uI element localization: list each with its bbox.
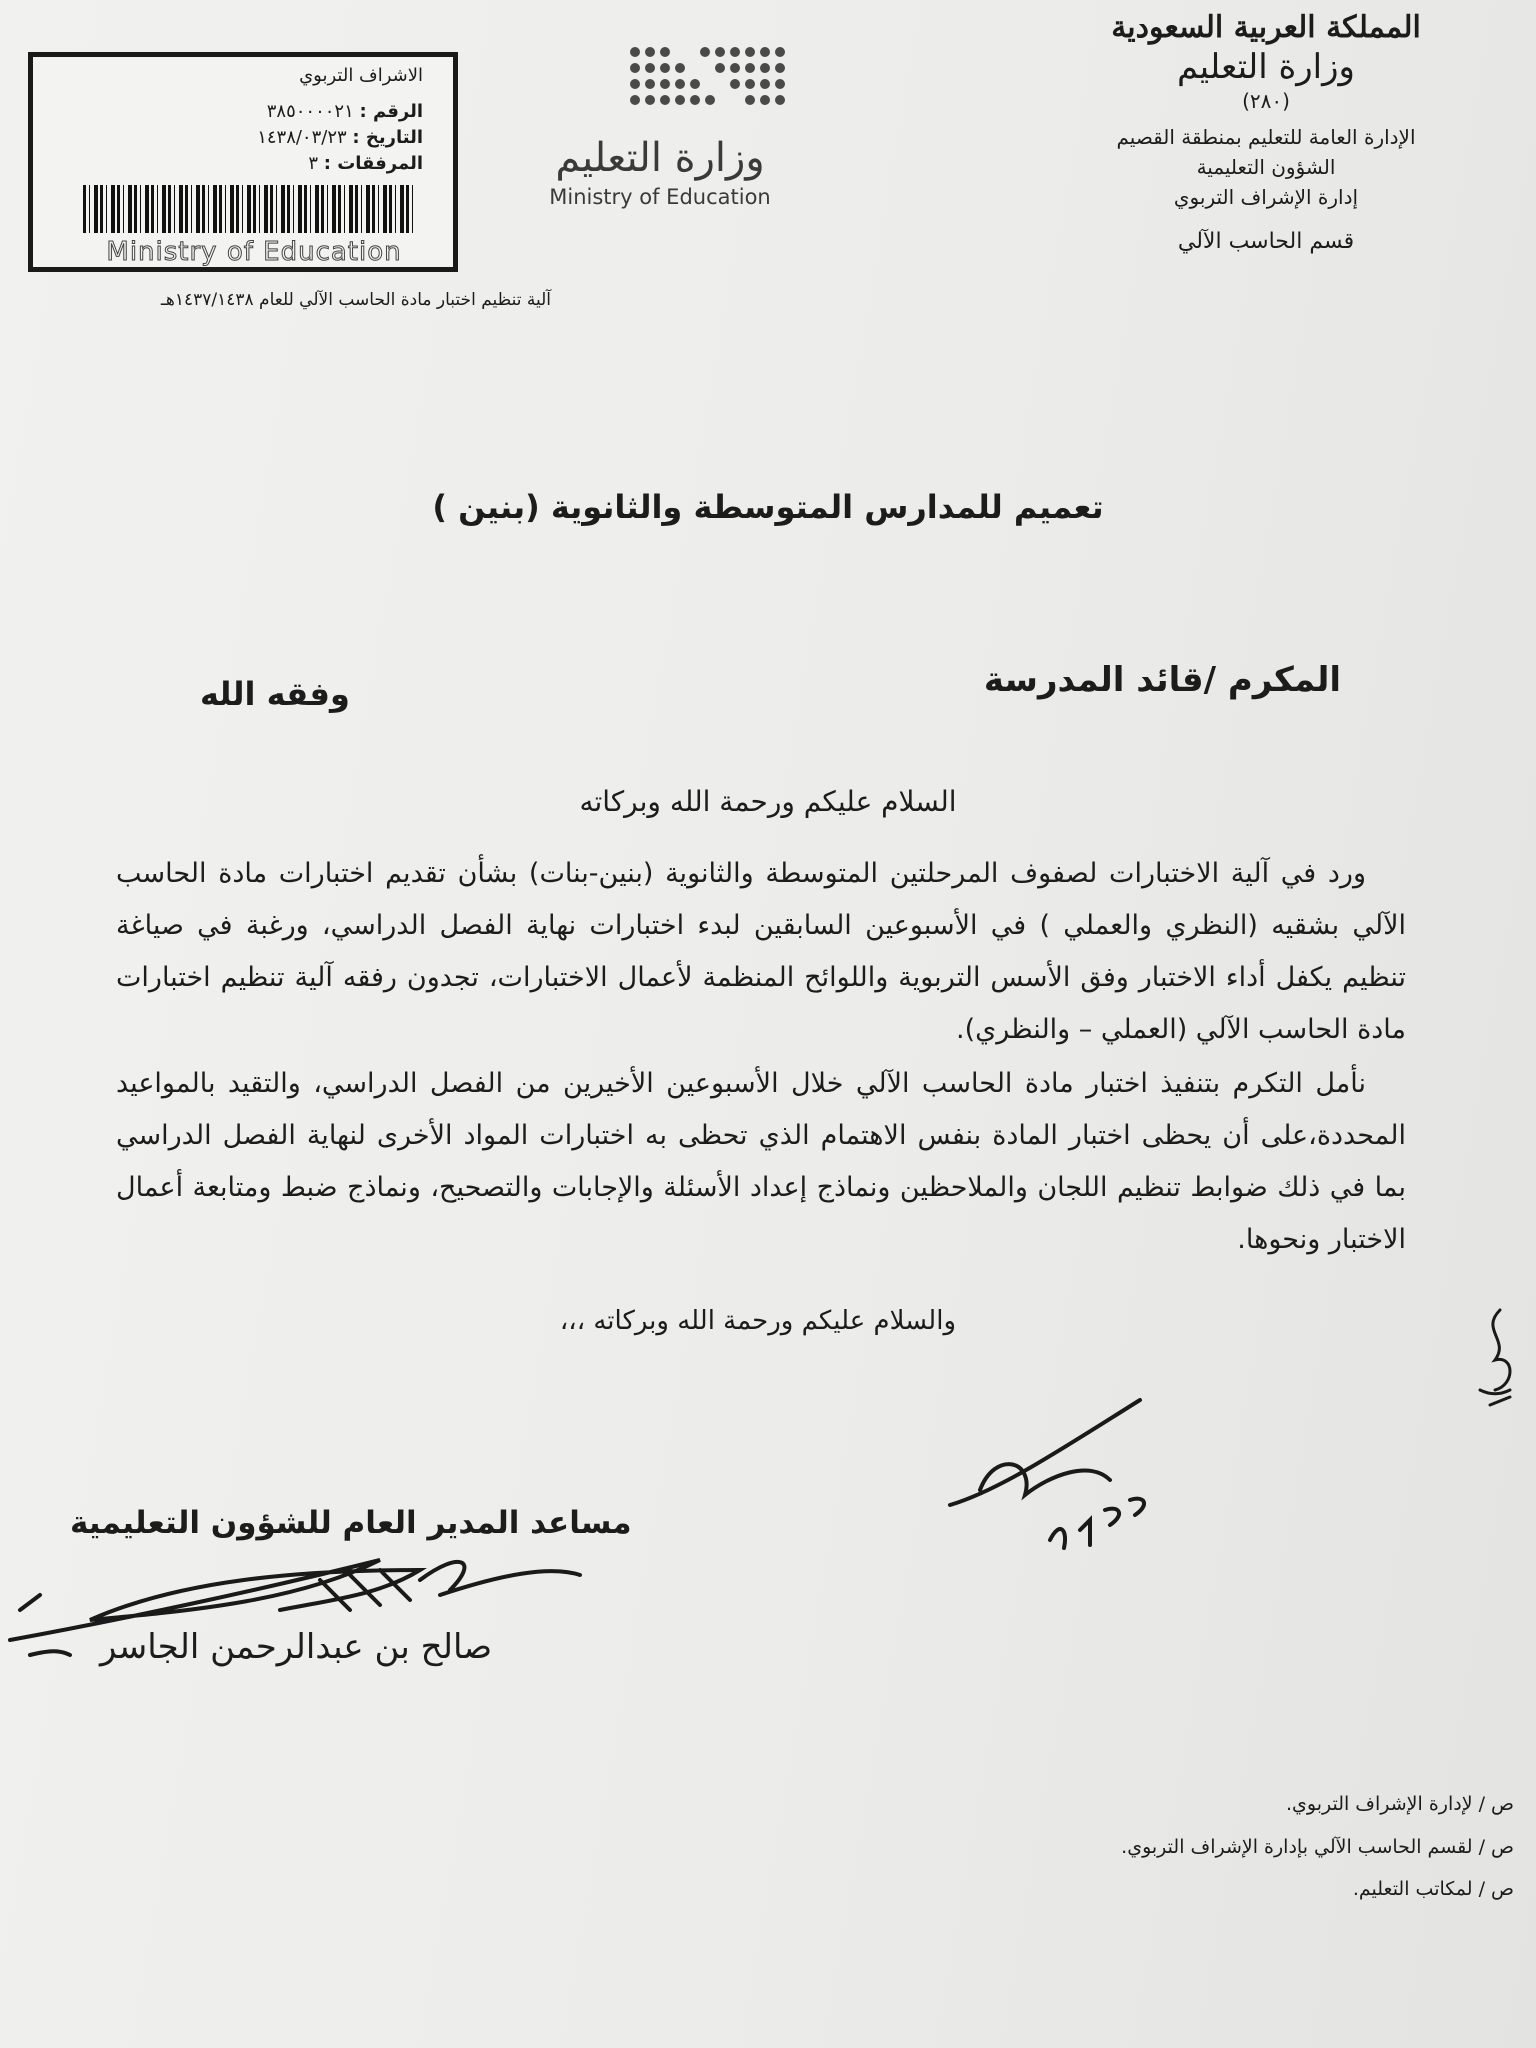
- circular-title: تعميم للمدارس المتوسطة والثانوية (بنين ): [432, 488, 1104, 526]
- blessing: وفقه الله: [200, 675, 350, 713]
- stamp-number-row: [267, 101, 423, 122]
- stamp-office: الاشراف التربوي: [299, 65, 423, 86]
- stamp-attachments-value: ٣: [308, 153, 319, 174]
- body-paragraph-1: ورد في آلية الاختبارات لصفوف المرحلتين المتوسطة والثانوية (بنين-بنات) بشأن تقديم اختبارات مادة الحاسب الآلي بشقيه (النظري والعملي ) في الأسبوعين السابقين لبدء اختبارات نهاية الفصل الدراسي، ورغبة في صياغة تنظيم يكفل أداء الاختبار وفق الأسس التربوية واللوائح المنظمة لأعمال الاختبارات، تجدون رفقه آلية تنظيم اختبارات مادة الحاسب الآلي (العملي – والنظري).: [116, 858, 1406, 1045]
- stamp-number-label: الرقم :: [359, 101, 423, 122]
- registry-stamp: [28, 52, 458, 272]
- logo-arabic-text: وزارة التعليم: [555, 135, 765, 181]
- body-paragraph-2: نأمل التكرم بتنفيذ اختبار مادة الحاسب الآلي خلال الأسبوعين الأخيرين من الفصل الدراسي، والتقيد بالمواعيد المحددة،على أن يحظى اختبار المادة بنفس الاهتمام الذي تحظى به اختبارات المواد الأخرى لنهاية الفصل الدراسي بما في ذلك ضوابط تنظيم اللجان والملاحظين ونماذج إعداد الأسئلة والإجابات والتصحيح، ونماذج ضبط ومتابعة أعمال الاختبار ونحوها.: [116, 1068, 1406, 1255]
- logo-english-text: Ministry of Education: [549, 185, 771, 209]
- signatory-title: مساعد المدير العام للشؤون التعليمية: [70, 1505, 632, 1541]
- letter-subject: آلية تنظيم اختبار مادة الحاسب الآلي للعام ١٤٣٧/١٤٣٨هـ: [160, 290, 551, 310]
- stamp-date-label: التاريخ :: [352, 127, 423, 148]
- signatory-name: صالح بن عبدالرحمن الجاسر: [100, 1627, 493, 1667]
- copy-line: ص / لإدارة الإشراف التربوي.: [1285, 1793, 1514, 1815]
- ministry-logo-icon: [500, 40, 820, 130]
- stamp-date-row: [257, 127, 423, 148]
- stamp-attachments-row: [308, 153, 423, 174]
- ministry-name: وزارة التعليم: [1177, 47, 1355, 87]
- greeting: السلام عليكم ورحمة الله وبركاته: [579, 785, 957, 818]
- directorate-name: الإدارة العامة للتعليم بمنطقة القصيم: [1116, 125, 1416, 149]
- stamp-number-value: ٣٨٥٠٠٠٠٢١: [266, 101, 354, 122]
- letterhead: [1036, 10, 1496, 254]
- handwritten-initial: [940, 1380, 1260, 1560]
- affairs-name: الشؤون التعليمية: [1196, 155, 1336, 179]
- closing-greeting: والسلام عليكم ورحمة الله وبركاته ،،،: [559, 1306, 956, 1336]
- stamp-watermark: Ministry of Education: [106, 237, 402, 267]
- supervision-name: إدارة الإشراف التربوي: [1173, 185, 1359, 209]
- copy-line: ص / لمكاتب التعليم.: [1352, 1878, 1514, 1900]
- addressee: المكرم /قائد المدرسة: [983, 660, 1341, 700]
- stamp-attachments-label: المرفقات :: [323, 153, 423, 174]
- ministry-logo: [500, 40, 820, 220]
- stamp-date-value: ١٤٣٨/٠٣/٢٣: [257, 127, 347, 148]
- kingdom-name: المملكة العربية السعودية: [1111, 10, 1421, 45]
- department-name: قسم الحاسب الآلي: [1177, 229, 1355, 254]
- ministry-code: (٢٨٠): [1242, 89, 1290, 113]
- barcode-icon: [83, 185, 413, 233]
- copy-line: ص / لقسم الحاسب الآلي بإدارة الإشراف التربوي.: [1121, 1836, 1514, 1858]
- margin-note: [1460, 1300, 1536, 1420]
